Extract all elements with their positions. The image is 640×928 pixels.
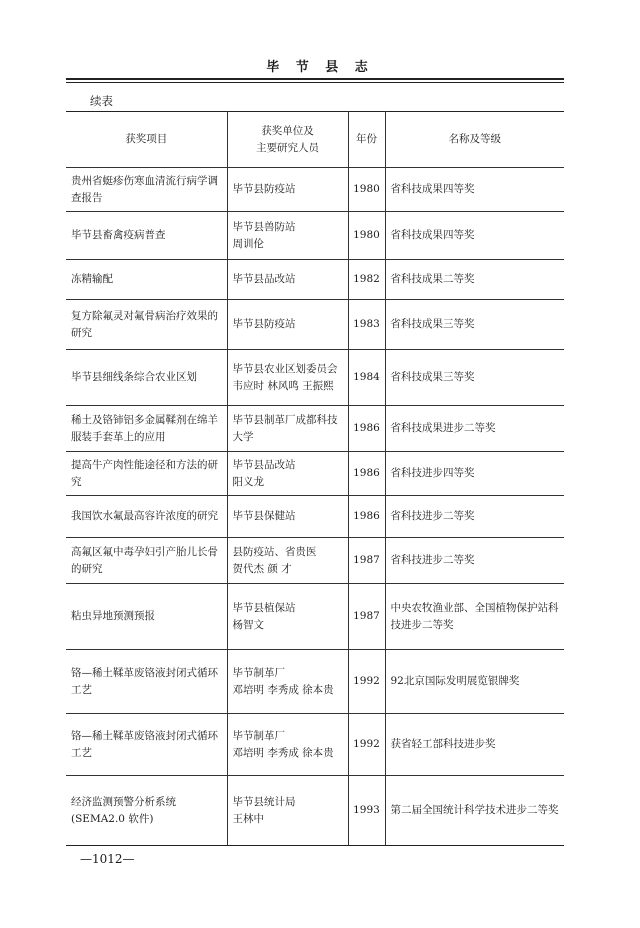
cell-year: 1986 bbox=[348, 406, 385, 452]
cell-award bbox=[385, 650, 564, 714]
cell-year: 1987 bbox=[348, 584, 385, 650]
cell-award: 省科技进步四等奖 bbox=[385, 452, 564, 496]
cell-project: 提高牛产肉性能途径和方法的研究 bbox=[66, 452, 227, 496]
unit-line: 毕节县品改站 bbox=[232, 459, 296, 472]
unit-line: 阳义龙 bbox=[232, 475, 264, 488]
cell-project: 我国饮水氟最高容许浓度的研究 bbox=[66, 496, 227, 538]
book-title: 毕 节 县 志 bbox=[266, 60, 374, 75]
cell-award: 省科技进步二等奖 bbox=[385, 538, 564, 584]
table-row bbox=[66, 714, 564, 776]
cell-project: 铬—稀土鞣革废铬液封闭式循环工艺 bbox=[66, 714, 227, 776]
unit-line: 邓培明 李秀成 徐本贵 bbox=[232, 683, 334, 696]
header-rule-thin bbox=[66, 82, 564, 83]
award-text: 中央农牧渔业部、全国植物保护站科技进步二等奖 bbox=[390, 602, 559, 631]
cell-year: 1992 bbox=[348, 650, 385, 714]
cell-award: 省科技成果二等奖 bbox=[385, 260, 564, 300]
header-unit bbox=[227, 112, 348, 168]
cell-project: 毕节县畜禽疫病普查 bbox=[66, 212, 227, 260]
unit-line: 毕节县农业区划委员会 bbox=[232, 363, 338, 376]
cell-award: 省科技成果四等奖 bbox=[385, 168, 564, 212]
table-row bbox=[66, 406, 564, 452]
unit-line: 贺代杰 颜 才 bbox=[232, 562, 292, 575]
award-text: 第二届全国统计科学技术进步二等奖 bbox=[390, 804, 559, 817]
table-row bbox=[66, 496, 564, 538]
cell-unit bbox=[227, 260, 348, 300]
cell-project: 铬—稀土鞣革废铬液封闭式循环工艺 bbox=[66, 650, 227, 714]
cell-unit bbox=[227, 168, 348, 212]
cell-year: 1986 bbox=[348, 496, 385, 538]
unit-line: 毕节制革厂 bbox=[232, 667, 285, 680]
cell-year: 1987 bbox=[348, 538, 385, 584]
cell-project: 高氟区氟中毒孕妇引产胎儿长骨的研究 bbox=[66, 538, 227, 584]
cell-award: 省科技成果四等奖 bbox=[385, 212, 564, 260]
cell-year: 1980 bbox=[348, 212, 385, 260]
page-number: —1012— bbox=[80, 852, 135, 866]
award-text: 92北京国际发明展览银牌奖 bbox=[390, 675, 520, 688]
unit-line: 周训伦 bbox=[232, 237, 264, 250]
unit-line: 毕节县统计局 bbox=[232, 796, 296, 809]
cell-unit bbox=[227, 496, 348, 538]
cell-project: 粘虫异地预测预报 bbox=[66, 584, 227, 650]
cell-project: 复方除氟灵对氟骨病治疗效果的研究 bbox=[66, 300, 227, 350]
cell-award: 省科技进步二等奖 bbox=[385, 496, 564, 538]
cell-unit bbox=[227, 776, 348, 846]
table-row bbox=[66, 350, 564, 406]
continuation-label: 续表 bbox=[90, 94, 113, 108]
cell-unit bbox=[227, 584, 348, 650]
unit-line: 韦应时 林风鸣 王振熙 bbox=[232, 379, 334, 392]
cell-award: 省科技成果三等奖 bbox=[385, 350, 564, 406]
header-award: 名称及等级 bbox=[385, 112, 564, 168]
table-row bbox=[66, 300, 564, 350]
project-line: 经济监测预警分析系统 bbox=[71, 796, 176, 809]
cell-project bbox=[66, 776, 227, 846]
cell-unit bbox=[227, 714, 348, 776]
header-rule-thick bbox=[66, 78, 564, 80]
unit-line: 毕节县品改站 bbox=[232, 273, 296, 286]
header-unit-line2: 主要研究人员 bbox=[256, 141, 319, 154]
cell-unit bbox=[227, 406, 348, 452]
cell-year: 1993 bbox=[348, 776, 385, 846]
table-row bbox=[66, 650, 564, 714]
awards-table bbox=[66, 111, 564, 846]
unit-line: 县防疫站、省贵医 bbox=[232, 546, 317, 559]
header-project: 获奖项目 bbox=[66, 112, 227, 168]
cell-year: 1983 bbox=[348, 300, 385, 350]
cell-year: 1982 bbox=[348, 260, 385, 300]
table-row bbox=[66, 538, 564, 584]
cell-unit bbox=[227, 650, 348, 714]
header-unit-line1: 获奖单位及 bbox=[261, 125, 314, 138]
cell-project bbox=[66, 406, 227, 452]
cell-award: 省科技成果进步二等奖 bbox=[385, 406, 564, 452]
table-row bbox=[66, 452, 564, 496]
unit-line: 毕节县植保站 bbox=[232, 602, 296, 615]
unit-line: 杨智文 bbox=[232, 618, 264, 631]
table-row bbox=[66, 168, 564, 212]
table-header-row bbox=[66, 112, 564, 168]
cell-unit bbox=[227, 452, 348, 496]
table-row bbox=[66, 776, 564, 846]
cell-unit bbox=[227, 300, 348, 350]
unit-line: 邓培明 李秀成 徐本贵 bbox=[232, 746, 334, 759]
table-row bbox=[66, 260, 564, 300]
unit-line: 毕节县制革厂成都科技大学 bbox=[232, 414, 338, 443]
table-row bbox=[66, 584, 564, 650]
cell-project: 冻精输配 bbox=[66, 260, 227, 300]
cell-unit bbox=[227, 212, 348, 260]
cell-award: 获省轻工部科技进步奖 bbox=[385, 714, 564, 776]
unit-line: 毕节县兽防站 bbox=[232, 221, 296, 234]
cell-unit bbox=[227, 350, 348, 406]
cell-project: 贵州省蜓疹伤寒血清流行病学调查报告 bbox=[66, 168, 227, 212]
cell-year: 1986 bbox=[348, 452, 385, 496]
cell-year: 1984 bbox=[348, 350, 385, 406]
cell-award bbox=[385, 584, 564, 650]
unit-line: 毕节县保健站 bbox=[232, 510, 296, 523]
project-text: 稀土及铬铈铝多金属鞣剂在绵羊服装手套革上的应用 bbox=[71, 414, 218, 443]
unit-line: 毕节县防疫站 bbox=[232, 318, 296, 331]
table-row bbox=[66, 212, 564, 260]
unit-line: 毕节县防疫站 bbox=[232, 183, 296, 196]
unit-line: 毕节制革厂 bbox=[232, 730, 285, 743]
unit-line: 王林中 bbox=[232, 812, 264, 825]
cell-year: 1992 bbox=[348, 714, 385, 776]
cell-year: 1980 bbox=[348, 168, 385, 212]
cell-unit bbox=[227, 538, 348, 584]
cell-award: 省科技成果三等奖 bbox=[385, 300, 564, 350]
cell-project: 毕节县细线条综合农业区划 bbox=[66, 350, 227, 406]
project-line: (SEMA2.0 软件) bbox=[71, 812, 154, 825]
cell-award bbox=[385, 776, 564, 846]
header-year: 年份 bbox=[348, 112, 385, 168]
